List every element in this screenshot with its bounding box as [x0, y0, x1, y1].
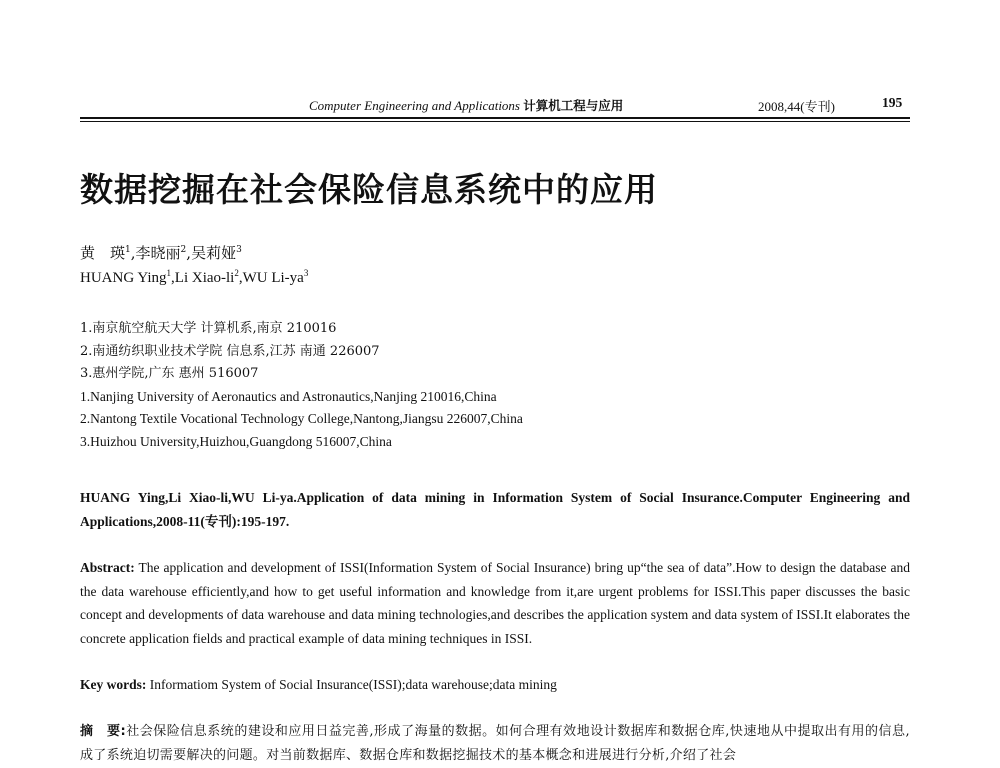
- abstract-label: Abstract:: [80, 560, 135, 575]
- affiliation-en: 3.Huizhou University,Huizhou,Guangdong 516007,China: [80, 433, 392, 449]
- author-name: 吴莉娅: [191, 244, 237, 262]
- journal-name-cn: 计算机工程与应用: [523, 98, 624, 113]
- author-affil-mark: 1: [166, 268, 172, 278]
- abstract-cn-label: 摘 要:: [80, 724, 127, 739]
- abstract-en: [80, 556, 910, 650]
- header-rule-thin: [80, 121, 910, 122]
- affiliation-en: 2.Nantong Textile Vocational Technology College,Nantong,Jiangsu 226007,China: [80, 411, 523, 426]
- citation: HUANG Ying,Li Xiao-li,WU Li-ya.Application of data mining in Information System of Social Insurance.Computer Engineering and Applications,2008-11(专刊):195-197.: [80, 490, 910, 529]
- author-name: 黄 瑛: [80, 244, 126, 262]
- abstract-text: The application and development of ISSI(Information System of Social Insurance) bring up“the sea of data”.How to design the database and the data warehouse efficiently,and how to get useful information and knowledge from it,are urgent problems for ISSI.This paper discusses the basic concept and developments of data warehouse and data mining technologies,and describes the application system and data system of ISSI.It elaborates the concrete application fields and practical example of data mining techniques in ISSI.: [80, 560, 910, 646]
- affiliations: [80, 318, 523, 453]
- paper-title: 数据挖掘在社会保险信息系统中的应用: [80, 170, 658, 209]
- author-name: HUANG Ying: [80, 270, 167, 286]
- page-number: 195: [882, 95, 903, 110]
- author-affil-mark: 2: [180, 245, 187, 255]
- authors-chinese: 黄 瑛$^1$,李晓丽$^2$,吴莉娅$^3$: [80, 244, 242, 262]
- author-affil-mark: 3: [236, 245, 242, 255]
- affiliation-cn: 2.南通纺织职业技术学院 信息系,江苏 南通 226007: [80, 343, 380, 359]
- journal-name-en: Computer Engineering and Applications: [309, 98, 520, 113]
- affiliation-en: 1.Nanjing University of Aeronautics and Astronautics,Nanjing 210016,China: [80, 388, 497, 404]
- affiliation-cn: 1.南京航空航天大学 计算机系,南京 210016: [80, 321, 337, 336]
- keywords-text: Informatiom System of Social Insurance(ISSI);data warehouse;data mining: [149, 677, 557, 692]
- running-header: [80, 92, 910, 114]
- keywords-en: [80, 677, 910, 693]
- header-rule-thick: [80, 117, 910, 119]
- abstract-cn: [80, 720, 910, 768]
- author-name: Li Xiao-li: [174, 270, 235, 286]
- journal-name: [309, 96, 623, 114]
- authors-english: HUANG Ying$^1$,Li Xiao-$li^2,WU$ $Li-ya^3$: [80, 268, 309, 286]
- issue-info: 2008,44(专刊): [758, 99, 835, 114]
- affiliation-cn: 3.惠州学院,广东 惠州 516007: [80, 366, 259, 381]
- keywords-label: Key words:: [80, 677, 147, 692]
- author-name: 李晓丽: [135, 244, 181, 262]
- author-affil-mark: 3: [303, 268, 309, 278]
- author-affil-mark: 1: [125, 245, 131, 255]
- author-affil-mark: 2: [234, 268, 239, 278]
- abstract-cn-text: 社会保险信息系统的建设和应用日益完善,形成了海量的数据。如何合理有效地设计数据库和数据仓库,快速地从中提取出有用的信息,成了系统迫切需要解决的问题。对当前数据库、数据仓库和数据挖掘技术的基本概念和进展进行分析,介绍了社会: [80, 724, 910, 763]
- author-name: WU Li-ya: [242, 270, 304, 286]
